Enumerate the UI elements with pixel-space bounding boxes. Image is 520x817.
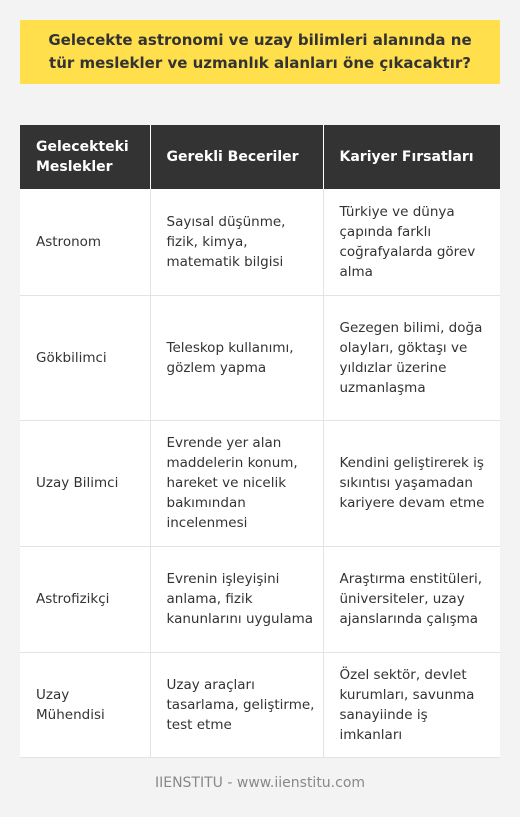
header-professions: Gelecekteki Meslekler xyxy=(20,125,150,189)
skills-cell: Teleskop kullanımı, gözlem yapma xyxy=(150,295,323,420)
opportunities-cell: Araştırma enstitüleri, üniversiteler, uzay ajanslarında çalışma xyxy=(323,546,500,652)
profession-cell: Gökbilimci xyxy=(20,295,150,420)
profession-cell: Uzay Bilimci xyxy=(20,420,150,546)
table-row xyxy=(20,295,500,420)
opportunities-cell: Türkiye ve dünya çapında farklı coğrafyalarda görev alma xyxy=(323,189,500,295)
skills-cell: Evrenin işleyişini anlama, fizik kanunlarını uygulama xyxy=(150,546,323,652)
skills-cell: Uzay araçları tasarlama, geliştirme, test etme xyxy=(150,652,323,757)
career-table xyxy=(20,125,500,758)
opportunities-cell: Özel sektör, devlet kurumları, savunma sanayiinde iş imkanları xyxy=(323,652,500,757)
footer-credit: IIENSTITU - www.iienstitu.com xyxy=(154,775,366,791)
skills-cell: Sayısal düşünme, fizik, kimya, matematik bilgisi xyxy=(150,189,323,295)
table-row xyxy=(20,546,500,652)
opportunities-cell: Gezegen bilimi, doğa olayları, göktaşı ve yıldızlar üzerine uzmanlaşma xyxy=(323,295,500,420)
table-header-row xyxy=(20,125,500,189)
profession-cell: Astrofizikçi xyxy=(20,546,150,652)
skills-cell: Evrende yer alan maddelerin konum, hareket ve nicelik bakımından incelenmesi xyxy=(150,420,323,546)
opportunities-cell: Kendini geliştirerek iş sıkıntısı yaşamadan kariyere devam etme xyxy=(323,420,500,546)
header-skills: Gerekli Beceriler xyxy=(150,125,323,189)
profession-cell: Astronom xyxy=(20,189,150,295)
header-opportunities: Kariyer Fırsatları xyxy=(323,125,500,189)
page-title: Gelecekte astronomi ve uzay bilimleri alanında ne tür meslekler ve uzmanlık alanları öne çıkacaktır? xyxy=(48,31,472,72)
profession-cell: Uzay Mühendisi xyxy=(20,652,150,757)
table-row xyxy=(20,189,500,295)
title-banner xyxy=(20,20,500,84)
table-row xyxy=(20,652,500,757)
table-row xyxy=(20,420,500,546)
